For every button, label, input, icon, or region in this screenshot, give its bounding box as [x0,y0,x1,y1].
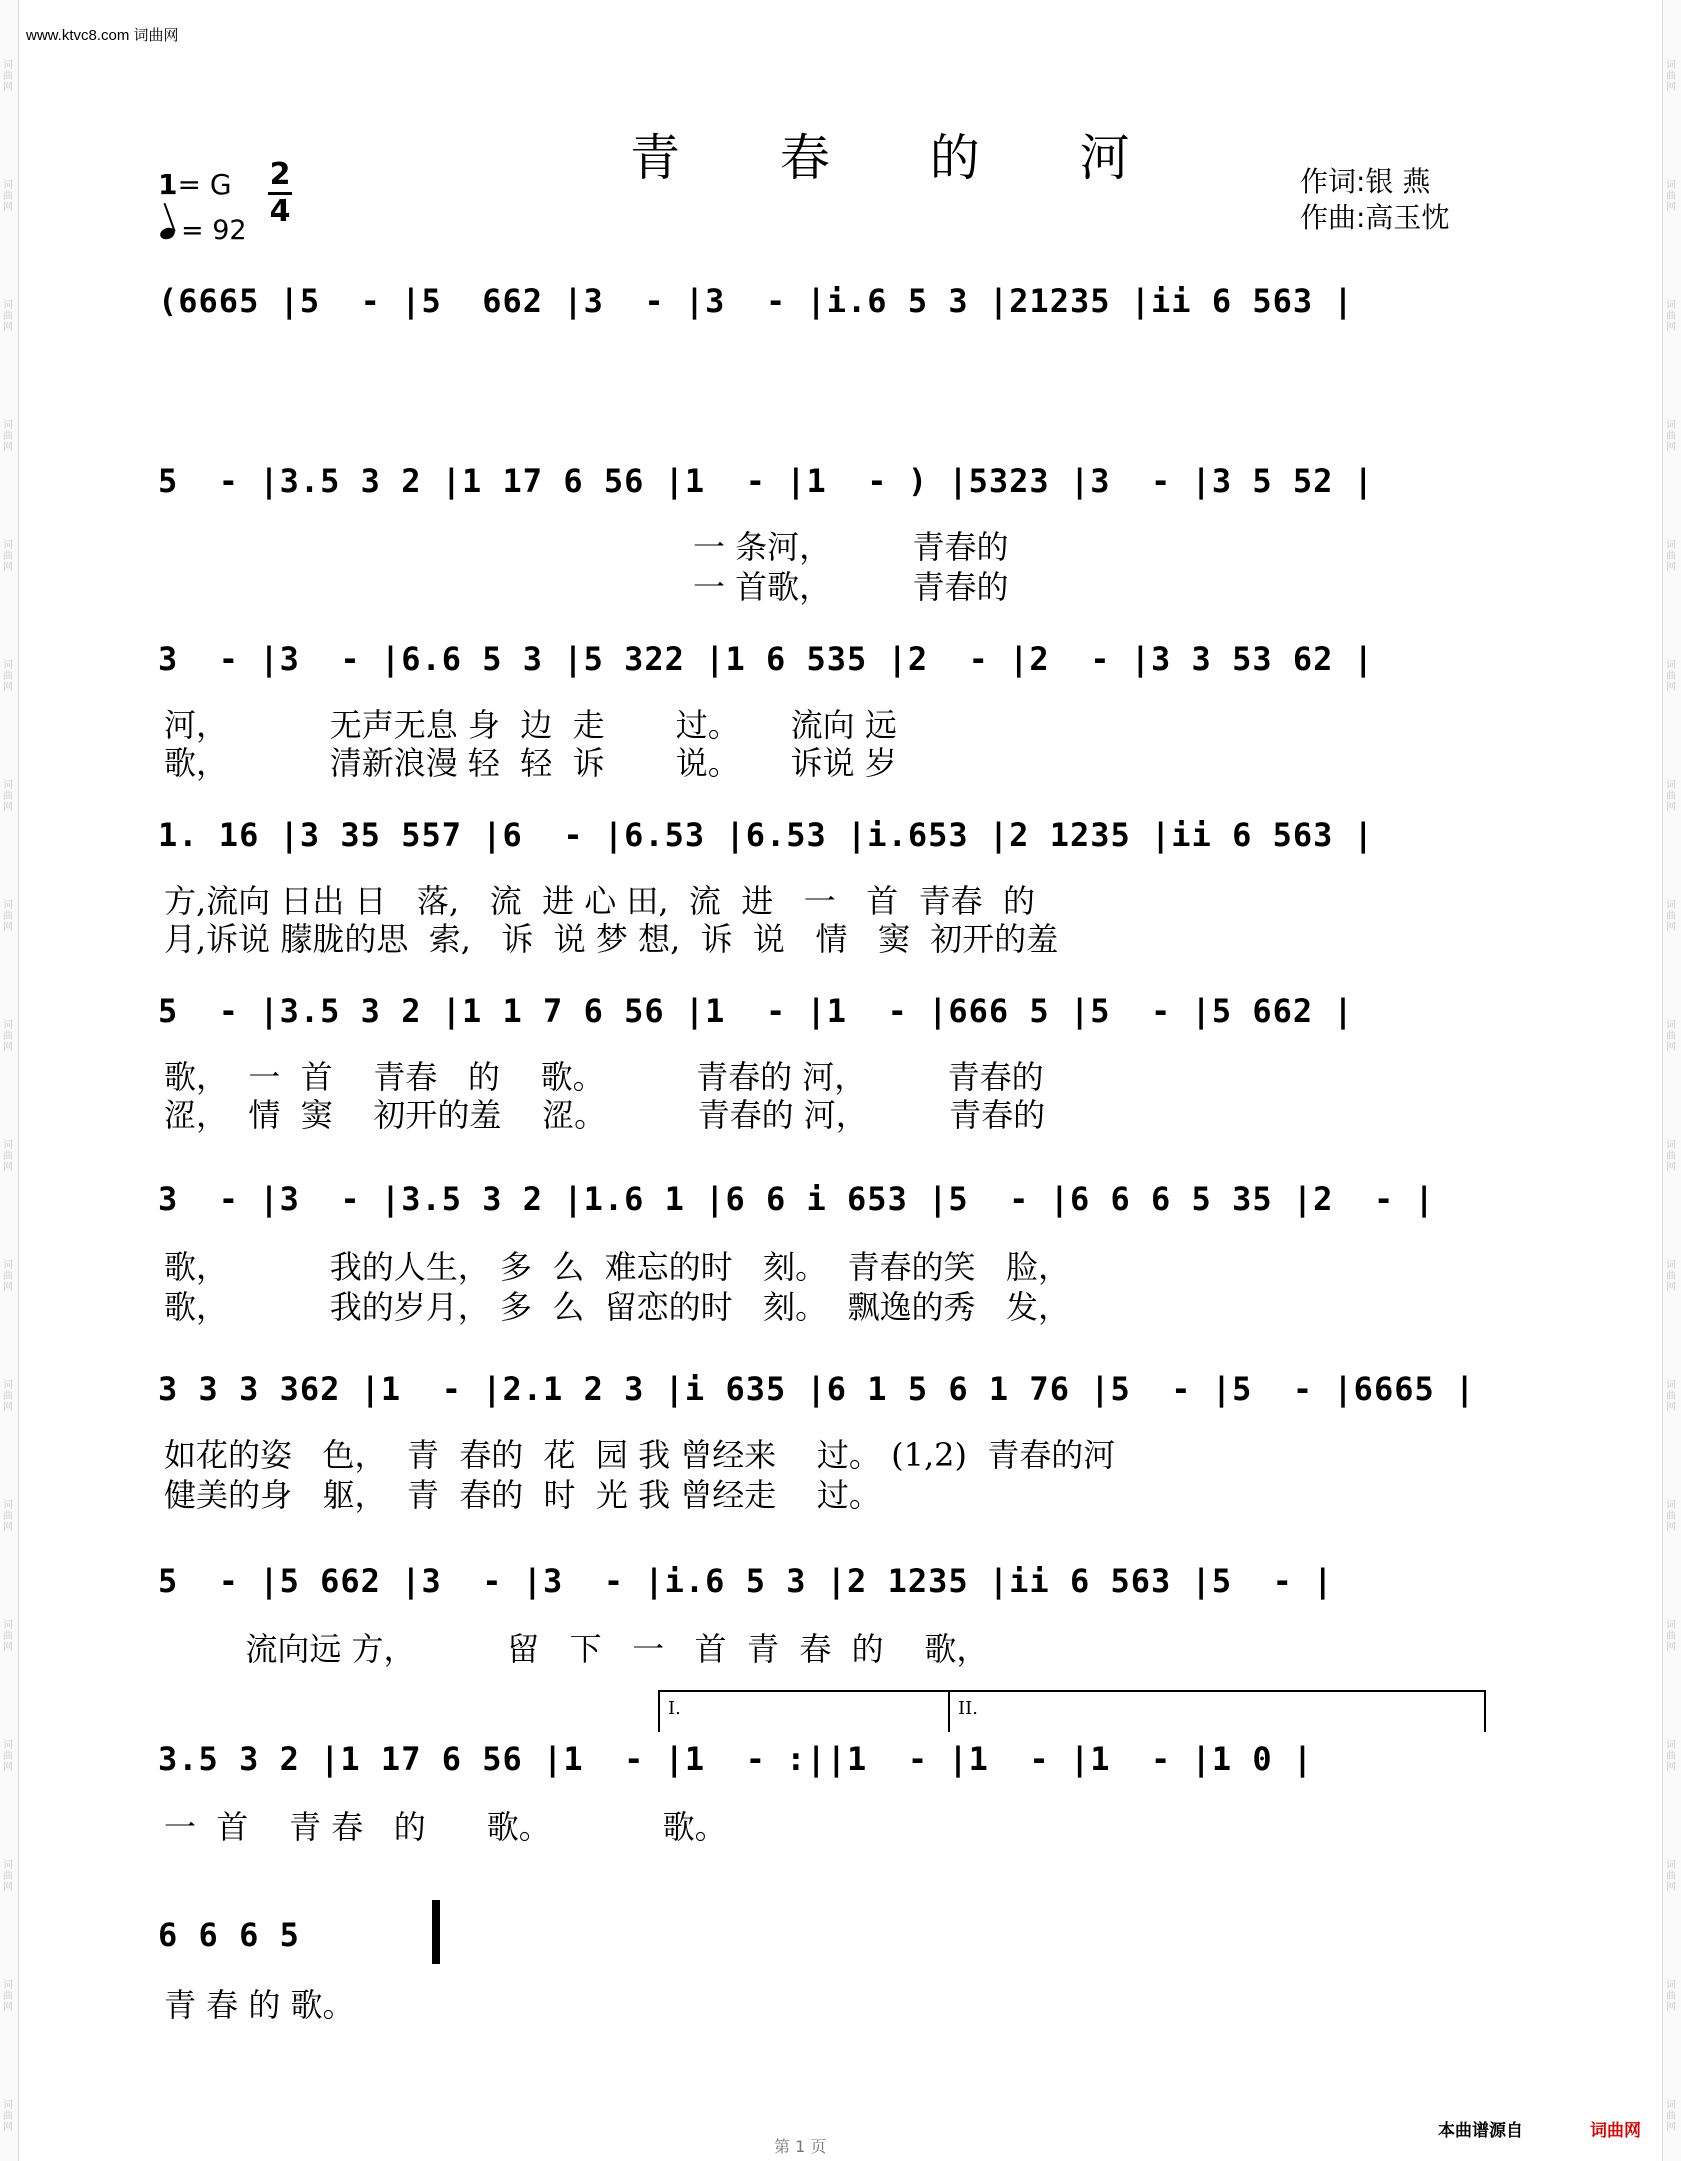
margin-watermark: 词 曲 网 [1666,420,1676,453]
score-line-4: 1. 16 |3 35 557 |6 - |6.53 |6.53 |i.653 |2 1235 |ii 6 563 | [158,816,1374,854]
margin-watermark: 词 曲 网 [1666,1500,1676,1533]
lyric-line-4-verse-2: 月,诉说 朦胧的思 索, 诉 说 梦 想, 诉 说 情 窦 初开的羞 [164,920,1059,958]
footer-source-text: 本曲谱源自 [1438,2121,1523,2141]
margin-watermark: 词 曲 网 [1666,1740,1676,1773]
score-line-1: (6665 |5 - |5 662 |3 - |3 - |i.6 5 3 |21235 |ii 6 563 | [158,282,1354,320]
quarter-note-icon [159,226,177,241]
site-header: www.ktvc8.com 词曲网 [26,27,179,44]
margin-watermark: 词 曲 网 [1666,1980,1676,2013]
margin-watermark: 词 曲 网 [1666,2100,1676,2133]
lyric-line-2-verse-1: 一 条河， 青春的 [164,528,1009,566]
key-signature [158,168,232,201]
tempo-marking [160,215,247,246]
volta-divider [948,1692,950,1732]
lyric-line-5-verse-2: 涩， 情 窦 初开的羞 涩。 青春的 河， 青春的 [164,1096,1046,1134]
lyric-line-5-verse-1: 歌， 一 首 青春 的 歌。 青春的 河， 青春的 [164,1058,1044,1096]
score-line-2: 5 - |3.5 3 2 |1 17 6 56 |1 - |1 - ) |5323 |3 - |3 5 52 | [158,462,1374,500]
margin-watermark: 词 曲 网 [3,780,13,813]
volta-second-label: II. [958,1698,978,1719]
margin-watermark: 词 曲 网 [3,540,13,573]
margin-watermark: 词 曲 网 [3,1020,13,1053]
margin-watermark: 词 曲 网 [1666,180,1676,213]
key-number: 1 [158,168,178,201]
margin-watermark: 词 曲 网 [3,1500,13,1533]
margin-watermark: 词 曲 网 [3,1620,13,1653]
margin-watermark: 词 曲 网 [3,1860,13,1893]
key-letter: = G [177,168,232,201]
lyric-line-6-verse-1: 歌， 我的人生， 多 么 难忘的时 刻。 青春的笑 脸， [164,1248,1070,1286]
margin-watermark: 词 曲 网 [1666,1020,1676,1053]
margin-watermark: 词 曲 网 [1666,1380,1676,1413]
time-signature [268,158,292,229]
margin-watermark: 词 曲 网 [1666,1260,1676,1293]
score-line-6: 3 - |3 - |3.5 3 2 |1.6 1 |6 6 i 653 |5 - |6 6 6 5 35 |2 - | [158,1180,1435,1218]
margin-watermark: 词 曲 网 [3,1140,13,1173]
margin-watermark: 词 曲 网 [3,1380,13,1413]
margin-watermark: 词 曲 网 [3,1740,13,1773]
score-line-3: 3 - |3 - |6.6 5 3 |5 322 |1 6 535 |2 - |2 - |3 3 53 62 | [158,640,1374,678]
lyric-line-2-verse-2: 一 首歌， 青春的 [164,568,1009,606]
volta-brackets [658,1690,1486,1726]
lyric-line-3-verse-2: 歌， 清新浪漫 轻 轻 诉 说。 诉说 岁 [164,744,897,782]
lyric-line-8-verse-1: 流向远 方， 留 下 一 首 青 春 的 歌， [164,1630,989,1668]
margin-watermark: 词 曲 网 [1666,300,1676,333]
margin-watermark: 词 曲 网 [3,660,13,693]
score-line-5: 5 - |3.5 3 2 |1 1 7 6 56 |1 - |1 - |666 5 |5 - |5 662 | [158,992,1354,1030]
margin-watermark: 词 曲 网 [1666,900,1676,933]
margin-watermark: 词 曲 网 [3,180,13,213]
margin-watermark: 词 曲 网 [1666,60,1676,93]
time-signature-top: 2 [269,157,291,192]
final-barline [432,1900,440,1964]
lyric-line-10-verse-1: 青 春 的 歌。 [164,1986,355,2024]
margin-watermark: 词 曲 网 [3,300,13,333]
lyric-line-3-verse-1: 河， 无声无息 身 边 走 过。 流向 远 [164,706,897,744]
margin-watermark: 词 曲 网 [1666,1620,1676,1653]
margin-watermark: 词 曲 网 [3,1980,13,2013]
right-margin-strip [1662,0,1681,2161]
margin-watermark: 词 曲 网 [3,900,13,933]
lyricist-credit: 作词:银 燕 [1300,165,1431,198]
score-line-10: 6 6 6 5 [158,1916,300,1954]
lyric-line-4-verse-1: 方,流向 日出 日 落, 流 进 心 田, 流 进 一 首 青春 的 [164,882,1035,920]
score-line-8: 5 - |5 662 |3 - |3 - |i.6 5 3 |2 1235 |ii 6 563 |5 - | [158,1562,1334,1600]
left-margin-strip [0,0,19,2161]
margin-watermark: 词 曲 网 [3,420,13,453]
margin-watermark: 词 曲 网 [3,2100,13,2133]
score-line-9: 3.5 3 2 |1 17 6 56 |1 - |1 - :||1 - |1 - |1 - |1 0 | [158,1740,1314,1778]
footer-brand-link[interactable]: 词曲网 [1590,2121,1641,2141]
margin-watermark: 词 曲 网 [3,60,13,93]
composer-credit: 作曲:高玉忱 [1300,201,1450,234]
lyric-line-7-verse-1: 如花的姿 色， 青 春的 花 园 我 曾经来 过。 (1,2) 青春的河 [164,1436,1116,1474]
lyric-line-6-verse-2: 歌， 我的岁月， 多 么 留恋的时 刻。 飘逸的秀 发， [164,1288,1070,1326]
lyric-line-9-verse-1: 一 首 青 春 的 歌。 歌。 [164,1808,727,1846]
volta-right-edge [1484,1692,1486,1732]
margin-watermark: 词 曲 网 [1666,540,1676,573]
score-line-7: 3 3 3 362 |1 - |2.1 2 3 |i 635 |6 1 5 6 1 76 |5 - |5 - |6665 | [158,1370,1476,1408]
tempo-value: = 92 [181,215,247,246]
volta-first-label: I. [668,1698,681,1719]
margin-watermark: 词 曲 网 [1666,660,1676,693]
lyric-line-7-verse-2: 健美的身 躯， 青 春的 时 光 我 曾经走 过。 [164,1476,881,1514]
volta-left-edge [658,1692,660,1732]
margin-watermark: 词 曲 网 [1666,1140,1676,1173]
song-title: 青 春 的 河 [630,129,1172,187]
time-signature-bottom: 4 [269,194,291,229]
margin-watermark: 词 曲 网 [1666,780,1676,813]
margin-watermark: 词 曲 网 [3,1260,13,1293]
margin-watermark: 词 曲 网 [1666,1860,1676,1893]
page-number: 第 1 页 [774,2137,827,2156]
